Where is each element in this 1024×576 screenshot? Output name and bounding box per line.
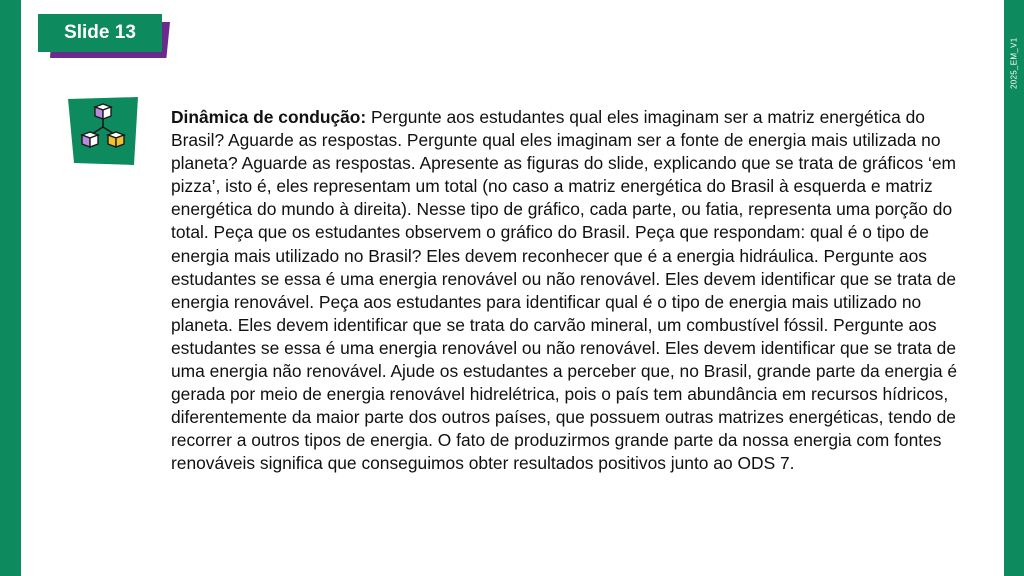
slide-tag-label: Slide 13 bbox=[38, 14, 162, 52]
left-border-bar bbox=[0, 0, 21, 576]
instruction-heading: Dinâmica de condução: bbox=[171, 107, 367, 127]
slide-number-tag bbox=[38, 14, 170, 58]
version-code: 2025_EM_V1 bbox=[1009, 37, 1019, 89]
instruction-body: Pergunte aos estudantes qual eles imaginam ser a matriz energética do Brasil? Aguarde as respostas. Pergunte qual eles imaginam ser a fonte de energia mais utilizada no planeta? Aguarde as respostas. Apresente as figuras do slide, explicando que se trata de gráficos ‘em pizza’, isto é, eles representam um total (no caso a matriz energética do Brasil à esquerda e matriz energética do mundo à direita). Nesse tipo de gráfico, cada parte, ou fatia, representa uma porção do total. Peça que os estudantes observem o gráfico do Brasil. Peça que respondam: qual é o tipo de energia mais utilizado no Brasil? Eles devem reconhecer que é a energia hidráulica. Pergunte aos estudantes se essa é uma energia renovável ou não renovável. Eles devem identificar que se trata de energia renovável. Peça aos estudantes para identificar qual é o tipo de energia mais utilizado no planeta. Eles devem identificar que se trata do carvão mineral, um combustível fóssil. Pergunte aos estudantes se essa é uma energia renovável ou não renovável. Eles devem identificar que se trata de uma energia não renovável. Ajude os estudantes a perceber que, no Brasil, grande parte da energia é gerada por meio de energia renovável hidrelétrica, pois o país tem abundância em recursos hídricos, diferentemente da maior parte dos outros países, que possuem outras matrizes energéticas, tendo de recorrer a outros tipos de energia. O fato de produzirmos grande parte da nossa energia com fontes renováveis significa que conseguimos obter resultados positivos junto ao ODS 7. bbox=[171, 107, 958, 474]
instruction-paragraph bbox=[171, 106, 961, 476]
hierarchy-cubes-icon bbox=[68, 97, 138, 165]
